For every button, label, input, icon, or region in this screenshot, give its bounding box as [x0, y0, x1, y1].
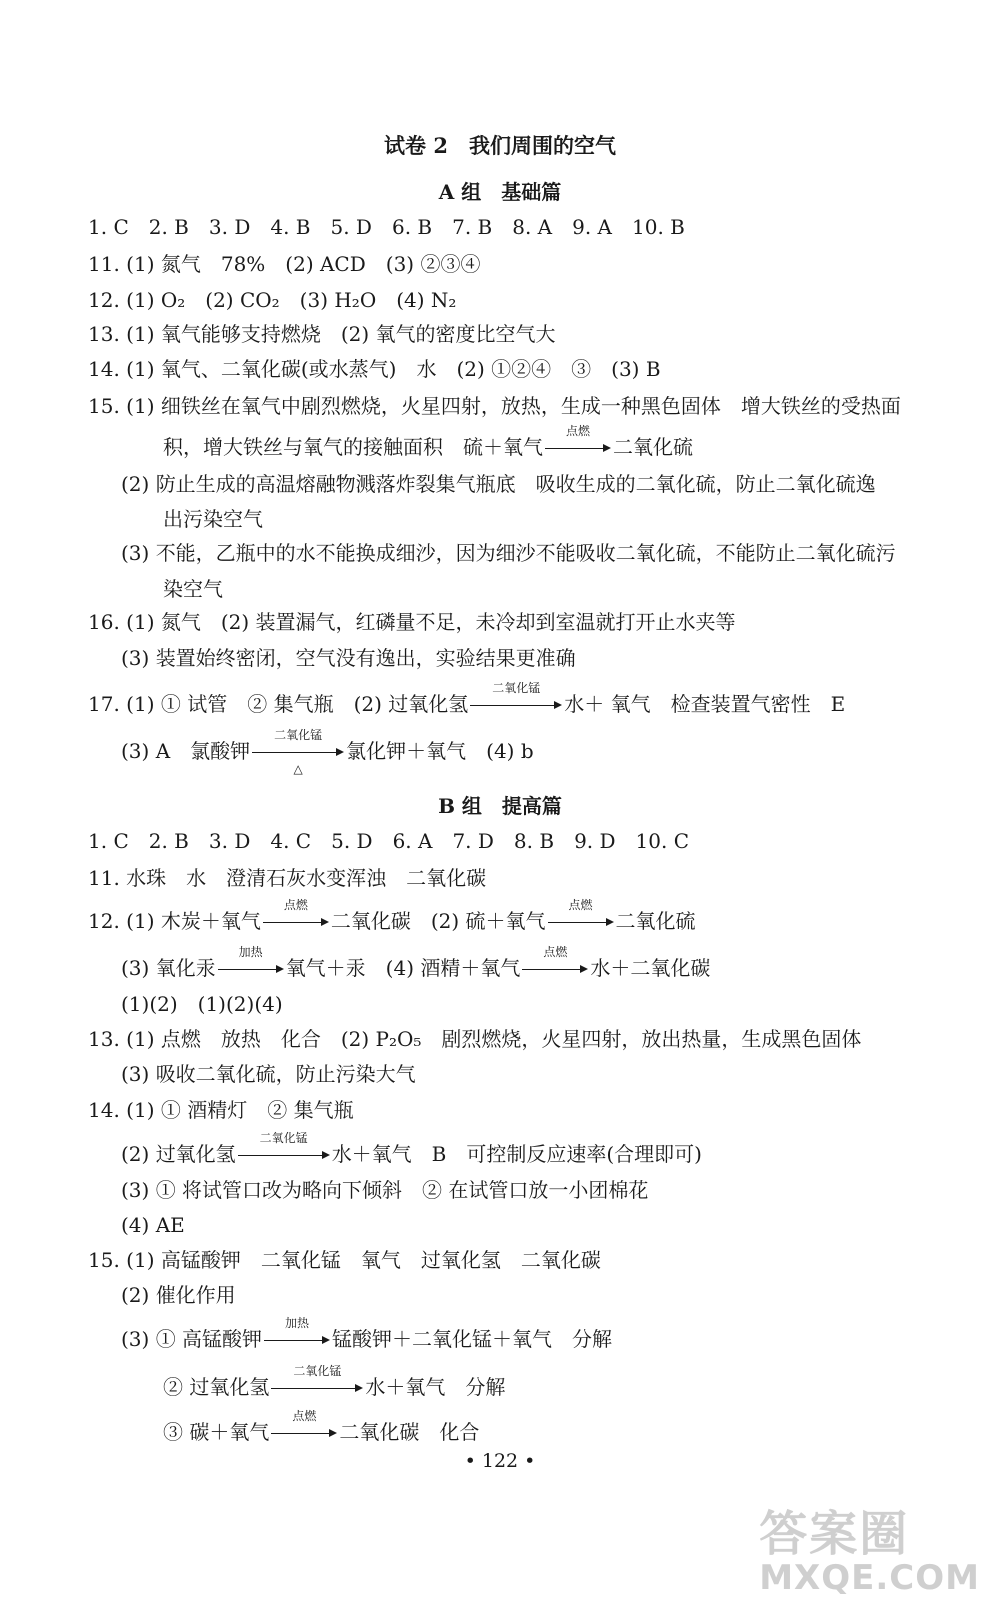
answer-line: 12. (1) O₂ (2) CO₂ (3) H₂O (4) N₂ — [88, 288, 457, 312]
reaction-arrow — [238, 1130, 330, 1167]
answer-line: 14. (1) 氧气、二氧化碳(或水蒸气) 水 (2) ①②④ ③ (3) B — [88, 357, 661, 381]
reaction-arrow — [218, 944, 284, 981]
reaction-arrow — [264, 1315, 330, 1352]
text: 17. (1) ① 试管 ② 集气瓶 (2) 过氧化氢 — [88, 692, 469, 716]
reaction-arrow — [263, 897, 329, 934]
reaction-arrow — [470, 680, 562, 717]
answer-line — [88, 897, 696, 935]
text: 积，增大铁丝与氧气的接触面积 硫＋氧气 — [163, 435, 543, 459]
text: (3) 氧化汞 — [121, 956, 216, 980]
answer-line — [163, 1363, 506, 1401]
reaction-condition: 点燃 — [543, 944, 568, 959]
answer-line: 11. 水珠 水 澄清石灰水变浑浊 二氧化碳 — [88, 866, 487, 890]
text: 水＋氧气 B 可控制反应速率(合理即可) — [331, 1142, 702, 1166]
answer-line: 14. (1) ① 酒精灯 ② 集气瓶 — [88, 1098, 354, 1122]
reaction-arrow — [271, 1363, 363, 1400]
reaction-arrow — [548, 897, 614, 934]
text: 氯化钾＋氧气 (4) b — [346, 739, 534, 763]
watermark — [759, 1495, 980, 1598]
watermark-cn: 答案圈 — [759, 1506, 910, 1562]
answer-line: (3) 装置始终密闭，空气没有逸出，实验结果更准确 — [121, 646, 576, 670]
text: ③ 碳＋氧气 — [163, 1420, 270, 1444]
reaction-condition: 二氧化锰 — [293, 1363, 342, 1378]
answer-line: (2) 催化作用 — [121, 1283, 236, 1307]
answer-line: 11. (1) 氮气 78% (2) ACD (3) ②③④ — [88, 252, 481, 276]
answer-line: (3) ① 将试管口改为略向下倾斜 ② 在试管口放一小团棉花 — [121, 1178, 649, 1202]
reaction-condition: 点燃 — [565, 423, 590, 438]
answer-line — [121, 1315, 613, 1353]
answer-line — [121, 944, 711, 982]
page-title: 试卷 2 我们周围的空气 — [384, 133, 616, 158]
answer-line — [121, 727, 534, 776]
answer-line — [163, 423, 693, 461]
text: 水＋氧气 分解 — [365, 1375, 506, 1399]
reaction-condition: 点燃 — [283, 897, 308, 912]
heat-symbol: △ — [293, 761, 303, 776]
reaction-condition: 点燃 — [568, 897, 593, 912]
reaction-arrow — [545, 423, 611, 460]
answer-line: 出污染空气 — [163, 507, 263, 531]
answer-line: (1)(2) (1)(2)(4) — [121, 992, 283, 1016]
answer-line: 13. (1) 点燃 放热 化合 (2) P₂O₅ 剧烈燃烧，火星四射，放出热量，生成黑色固体 — [88, 1027, 862, 1051]
reaction-condition: 点燃 — [292, 1408, 317, 1423]
reaction-arrow — [522, 944, 588, 981]
answer-line: 1. C 2. B 3. D 4. C 5. D 6. A 7. D 8. B 9. D 10. C — [88, 829, 690, 853]
text: 12. (1) 木炭＋氧气 — [88, 909, 261, 933]
text: 水＋二氧化碳 — [590, 956, 711, 980]
answer-line: 1. C 2. B 3. D 4. B 5. D 6. B 7. B 8. A 9. A 10. B — [88, 215, 685, 239]
text: 水＋ 氧气 检查装置气密性 E — [564, 692, 846, 716]
answer-line: 染空气 — [163, 577, 223, 601]
answer-line: (3) 吸收二氧化硫，防止污染大气 — [121, 1062, 416, 1086]
reaction-condition: 二氧化锰 — [492, 680, 541, 695]
answer-line — [163, 1408, 480, 1446]
answer-line: (3) 不能，乙瓶中的水不能换成细沙，因为细沙不能吸收二氧化硫，不能防止二氧化硫污 — [121, 541, 896, 565]
reaction-condition: 二氧化锰 — [274, 727, 323, 742]
text: 二氧化硫 — [613, 435, 693, 459]
text: 二氧化碳 化合 — [339, 1420, 480, 1444]
reaction-condition: 加热 — [285, 1315, 310, 1330]
answer-line: (4) AE — [121, 1213, 185, 1237]
section-b-heading: B 组 提高篇 — [438, 794, 562, 818]
answer-line — [121, 1130, 702, 1168]
text: 二氧化碳 (2) 硫＋氧气 — [330, 909, 546, 933]
answer-line: 16. (1) 氮气 (2) 装置漏气，红磷量不足，未冷却到室温就打开止水夹等 — [88, 610, 736, 634]
answer-line: 13. (1) 氧气能够支持燃烧 (2) 氧气的密度比空气大 — [88, 322, 556, 346]
watermark-en: MXQE.COM — [759, 1558, 980, 1598]
answer-line: 15. (1) 细铁丝在氧气中剧烈燃烧，火星四射，放热，生成一种黑色固体 增大铁丝的受热面 — [88, 394, 901, 418]
reaction-arrow — [252, 727, 344, 776]
answer-line — [88, 680, 846, 718]
section-a-heading: A 组 基础篇 — [438, 180, 562, 204]
answer-line: 15. (1) 高锰酸钾 二氧化锰 氧气 过氧化氢 二氧化碳 — [88, 1248, 601, 1272]
text: 锰酸钾＋二氧化锰＋氧气 分解 — [332, 1327, 613, 1351]
reaction-condition: 二氧化锰 — [259, 1130, 308, 1145]
text: 氧气＋汞 (4) 酒精＋氧气 — [285, 956, 521, 980]
text: (3) ① 高锰酸钾 — [121, 1327, 263, 1351]
reaction-arrow — [271, 1408, 337, 1445]
text: ② 过氧化氢 — [163, 1375, 270, 1399]
reaction-condition: 加热 — [238, 944, 263, 959]
text: (2) 过氧化氢 — [121, 1142, 236, 1166]
text: (3) A 氯酸钾 — [121, 739, 251, 763]
answer-line: (2) 防止生成的高温熔融物溅落炸裂集气瓶底 吸收生成的二氧化硫，防止二氧化硫逸 — [121, 472, 876, 496]
text: 二氧化硫 — [615, 909, 696, 933]
page-number: • 122 • — [464, 1450, 536, 1472]
